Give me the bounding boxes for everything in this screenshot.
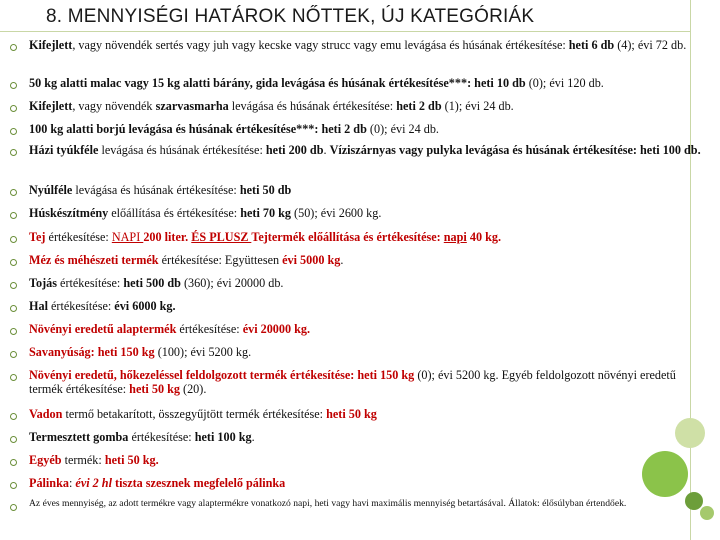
bullet-icon	[10, 236, 17, 243]
item-text: Házi tyúkféle levágása és húsának értékesítése: heti 200 db. Víziszárnyas vagy pulyka levágása és húsának értékesítése: heti 100 db.	[29, 143, 701, 157]
item-text: Pálinka: évi 2 hl tiszta szesznek megfelelő pálinka	[29, 476, 286, 490]
bullet-icon	[10, 44, 17, 51]
item-text: Tej értékesítése: NAPI 200 liter. ÉS PLUSZ Tejtermék előállítása és értékesítése: napi 40 kg.	[29, 230, 502, 244]
bullet-icon	[10, 259, 17, 266]
item-text: Savanyúság: heti 150 kg (100); évi 5200 kg.	[29, 345, 252, 359]
bullet-icon	[10, 374, 17, 381]
bullet-icon	[10, 212, 17, 219]
item-text: Tojás értékesítése: heti 500 db (360); évi 20000 db.	[29, 276, 284, 290]
item-text: Termesztett gomba értékesítése: heti 100 kg.	[29, 430, 255, 444]
item-text: Vadon termő betakarított, összegyűjtött termék értékesítése: heti 50 kg	[29, 407, 377, 421]
item-text: Növényi eredetű alaptermék értékesítése: évi 20000 kg.	[29, 322, 311, 336]
bullet-icon	[10, 282, 17, 289]
bullet-icon	[10, 436, 17, 443]
item-text: 100 kg alatti borjú levágása és húsának értékesítése***: heti 2 db (0); évi 24 db.	[29, 122, 439, 136]
title-divider	[0, 31, 690, 32]
item-text: Nyúlféle levágása és húsának értékesítése: heti 50 db	[29, 183, 292, 197]
bullet-icon	[10, 105, 17, 112]
bullet-icon	[10, 459, 17, 466]
bullet-icon	[10, 128, 17, 135]
bullet-icon	[10, 482, 17, 489]
bullet-icon	[10, 413, 17, 420]
item-text: Növényi eredetű, hőkezeléssel feldolgozott termék értékesítése: heti 150 kg (0); évi 5200 kg. Egyéb feldolgozott növényi eredetű termék értékesítése: heti 50 kg (20).	[29, 368, 676, 396]
bullet-icon	[10, 149, 17, 156]
bullet-icon	[10, 82, 17, 89]
bullet-icon	[10, 351, 17, 358]
bullet-icon	[10, 189, 17, 196]
item-text: Húskészítmény előállítása és értékesítése: heti 70 kg (50); évi 2600 kg.	[29, 206, 382, 220]
bullet-icon	[10, 328, 17, 335]
item-text: Méz és méhészeti termék értékesítése: Együttesen évi 5000 kg.	[29, 253, 344, 267]
bullet-icon	[10, 504, 17, 511]
item-text: Hal értékesítése: évi 6000 kg.	[29, 299, 176, 313]
item-text: Kifejlett, vagy növendék szarvasmarha levágása és húsának értékesítése: heti 2 db (1); évi 24 db.	[29, 99, 514, 113]
page-title: 8. MENNYISÉGI HATÁROK NŐTTEK, ÚJ KATEGÓRIÁK	[46, 6, 535, 27]
item-text: 50 kg alatti malac vagy 15 kg alatti bárány, gida levágása és húsának értékesítése***: heti 10 db (0); évi 120 db.	[29, 76, 604, 90]
item-text: Egyéb termék: heti 50 kg.	[29, 453, 159, 467]
bullet-icon	[10, 305, 17, 312]
item-footnote: Az éves mennyiség, az adott termékre vagy alaptermékre vonatkozó napi, heti vagy havi maximális mennyiség betartásával. Állatok: élősúlyban értendőek.	[29, 498, 627, 509]
item-text: Kifejlett, vagy növendék sertés vagy juh vagy kecske vagy strucc vagy emu levágása és húsának értékesítése: heti 6 db (4); évi 72 db.	[29, 38, 687, 52]
